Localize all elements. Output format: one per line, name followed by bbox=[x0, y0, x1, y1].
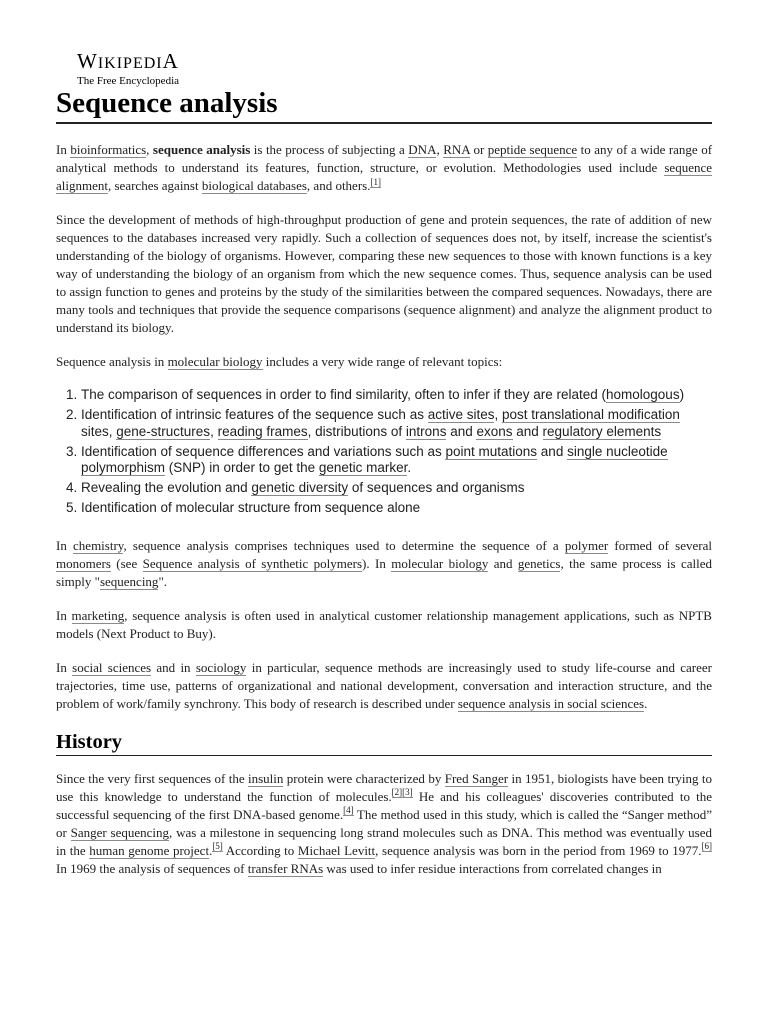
link-homologous[interactable]: homologous bbox=[606, 387, 680, 402]
link-active-sites[interactable]: active sites bbox=[427, 407, 495, 422]
wikipedia-tagline: The Free Encyclopedia bbox=[77, 75, 180, 87]
link-point-mutations[interactable]: point mutations bbox=[445, 443, 538, 459]
paragraph-2: Since the development of methods of high-throughput production of gene and protein sequences, the rate of addition of new sequences to the databases increased very rapidly. Such a collection of sequences does not, by itself, increase the scientist's understanding of the biology of organisms. However, comparing these new sequences to those with known functions is a key way of understanding the biology of an organism from which the new sequence comes. Thus, sequence analysis can be used to assign function to genes and proteins by the study of the similarities between the compared sequences. Nowadays, there are many tools and techniques that provide the sequence comparisons (sequence alignment) and analyze the alignment product to understand its biology. bbox=[56, 212, 712, 335]
link-human-genome-project[interactable]: human genome project bbox=[89, 842, 210, 858]
article-body bbox=[56, 141, 712, 894]
list-item: 2. Identification of intrinsic features of the sequence such as active sites, post translational modification sites, gene-structures, reading frames, distributions of introns and exons and regulatory elements bbox=[81, 407, 712, 440]
link-michael-levitt[interactable]: Michael Levitt bbox=[297, 842, 376, 858]
link-dna[interactable]: DNA bbox=[408, 142, 437, 157]
link-gene-structures[interactable]: gene-structures bbox=[116, 423, 211, 439]
link-social-sciences[interactable]: social sciences bbox=[72, 659, 152, 675]
link-genetic-marker[interactable]: genetic marker bbox=[318, 460, 408, 475]
paragraph-social-sciences: In social sciences and in sociology in particular, sequence methods are increasingly used to study life-course and career trajectories, time use, patterns of organizational and national development, conversation and interaction structure, and the problem of work/family synchrony. This body of research is described under sequence analysis in social sciences. bbox=[56, 659, 712, 711]
reference-1[interactable]: [1] bbox=[370, 176, 381, 187]
link-polymer[interactable]: polymer bbox=[564, 537, 609, 553]
link-sequence-analysis-social-sciences[interactable]: sequence analysis in social sciences bbox=[457, 695, 645, 711]
link-exons[interactable]: exons bbox=[476, 423, 513, 439]
link-post-translational-modification[interactable]: post translational modification bbox=[502, 407, 680, 422]
wikipedia-logo[interactable] bbox=[77, 50, 179, 88]
link-sequence-analysis-synthetic-polymers[interactable]: Sequence analysis of synthetic polymers bbox=[142, 555, 363, 571]
topics-list bbox=[56, 387, 712, 517]
reference-3[interactable]: [3] bbox=[402, 787, 413, 798]
paragraph-3: Sequence analysis in molecular biology includes a very wide range of relevant topics: bbox=[56, 354, 503, 369]
link-transfer-rnas[interactable]: transfer RNAs bbox=[247, 860, 324, 876]
link-regulatory-elements[interactable]: regulatory elements bbox=[542, 423, 662, 439]
link-rna[interactable]: RNA bbox=[443, 142, 470, 157]
link-monomers[interactable]: monomers bbox=[56, 555, 111, 571]
link-sequence-alignment[interactable]: sequence alignment bbox=[56, 160, 712, 193]
link-single-nucleotide-polymorphism[interactable]: single nucleotide polymorphism bbox=[81, 443, 668, 475]
history-paragraph: Since the very first sequences of the insulin protein were characterized by Fred Sanger in 1951, biologists have been trying to use this knowledge to understand the function of molecules.[2][3] He and his colleagues' discoveries contributed to the successful sequencing of the first DNA-based genome.[4] The method used in this study, which is called the “Sanger method” or Sanger sequencing, was a milestone in sequencing long strand molecules such as DNA. This method was eventually used in the human genome project.[5] According to Michael Levitt, sequence analysis was born in the period from 1969 to 1977.[6] In 1969 the analysis of sequences of transfer RNAs was used to infer residue interactions from correlated changes in bbox=[56, 770, 713, 876]
page-title: Sequence analysis bbox=[56, 84, 712, 124]
link-peptide-sequence[interactable]: peptide sequence bbox=[487, 142, 578, 157]
history-heading: History bbox=[56, 729, 712, 756]
link-molecular-biology-2[interactable]: molecular biology bbox=[391, 555, 489, 571]
list-item: 3. Identification of sequence differences and variations such as point mutations and single nucleotide polymorphism (SNP) in order to get the genetic marker. bbox=[81, 444, 712, 477]
paragraph-marketing: In marketing, sequence analysis is often used in analytical customer relationship management applications, such as NPTB models (Next Product to Buy). bbox=[56, 607, 712, 641]
link-marketing[interactable]: marketing bbox=[71, 607, 125, 623]
reference-6[interactable]: [6] bbox=[701, 841, 712, 852]
link-sociology[interactable]: sociology bbox=[195, 659, 247, 675]
reference-2[interactable]: [2] bbox=[391, 787, 403, 798]
list-item: 5. Identification of molecular structure from sequence alone bbox=[81, 500, 712, 517]
link-genetic-diversity[interactable]: genetic diversity bbox=[251, 480, 349, 495]
link-chemistry[interactable]: chemistry bbox=[73, 537, 124, 553]
wikipedia-wordmark: WIKIPEDIA bbox=[77, 49, 179, 73]
link-biological-databases[interactable]: biological databases bbox=[201, 178, 307, 193]
link-molecular-biology[interactable]: molecular biology bbox=[167, 354, 263, 369]
list-item: 4. Revealing the evolution and genetic diversity of sequences and organisms bbox=[81, 480, 712, 497]
link-genetics[interactable]: genetics bbox=[517, 555, 561, 571]
link-sequencing[interactable]: sequencing bbox=[99, 573, 159, 589]
list-item: 1. The comparison of sequences in order to find similarity, often to infer if they are related (homologous) bbox=[81, 387, 712, 404]
paragraph-chemistry: In chemistry, sequence analysis comprises techniques used to determine the sequence of a polymer formed of several monomers (see Sequence analysis of synthetic polymers). In molecular biology and genetics, the same process is called simply "sequencing". bbox=[56, 537, 712, 589]
link-sanger-sequencing[interactable]: Sanger sequencing bbox=[70, 824, 170, 840]
link-fred-sanger[interactable]: Fred Sanger bbox=[444, 770, 509, 786]
reference-4[interactable]: [4] bbox=[343, 805, 354, 816]
link-introns[interactable]: introns bbox=[405, 423, 447, 439]
link-bioinformatics[interactable]: bioinformatics bbox=[70, 142, 147, 157]
reference-5[interactable]: [5] bbox=[212, 841, 223, 852]
intro-paragraph: In bioinformatics, sequence analysis is the process of subjecting a DNA, RNA or peptide sequence to any of a wide range of analytical methods to understand its features, function, structure, or evolution. Methodologies used include sequence alignment, searches against biological databases, and others.[1] bbox=[56, 142, 713, 193]
link-reading-frames[interactable]: reading frames bbox=[217, 423, 308, 439]
link-insulin[interactable]: insulin bbox=[247, 770, 284, 786]
